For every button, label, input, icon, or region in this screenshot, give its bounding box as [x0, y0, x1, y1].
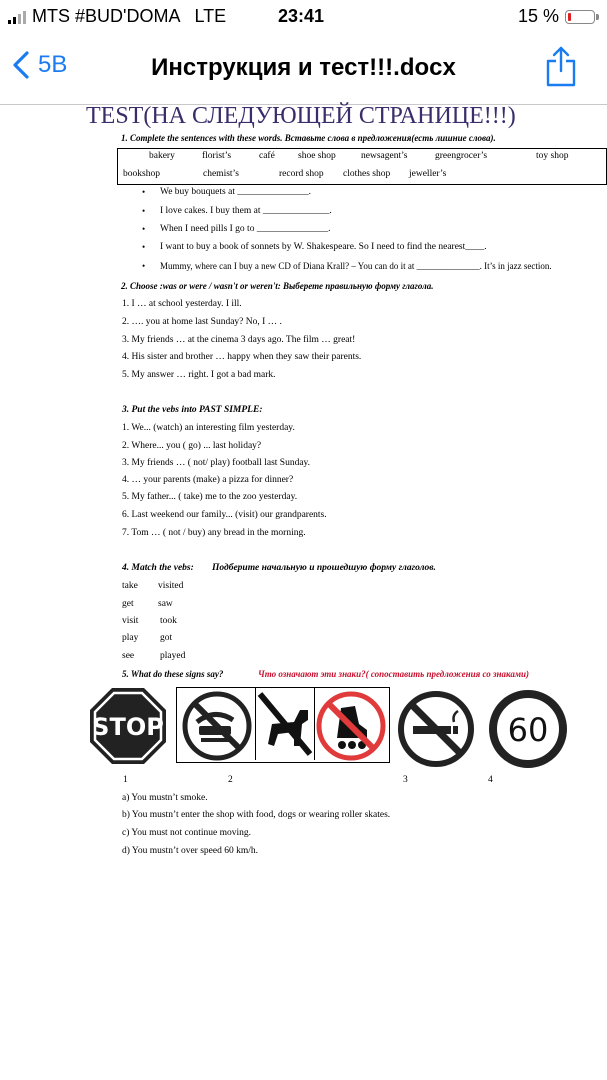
s3-item: 7. Tom … ( not / buy) any bread in the morning. — [122, 528, 306, 538]
verb-base: see — [122, 651, 135, 661]
s3-item: 6. Last weekend our family... (visit) our grandparents. — [122, 510, 327, 520]
navigation-bar — [0, 34, 607, 105]
word-box-item: clothes shop — [343, 169, 391, 179]
doc-heading: TEST(НА СЛЕДУЮЩЕЙ СТРАНИЦЕ!!!) — [86, 103, 516, 129]
s3-item: 4. … your parents (make) a pizza for dinner? — [122, 475, 294, 485]
section2-heading: 2. Choose :was or were / wasn't or weren't: Выберете правильную форму глагола. — [121, 281, 434, 291]
share-button[interactable] — [545, 44, 577, 93]
verb-past: saw — [158, 599, 173, 609]
bullet: • — [142, 224, 146, 234]
verb-past: took — [160, 616, 177, 626]
word-box-item: bakery — [149, 151, 175, 161]
sign-number: 1 — [123, 775, 128, 785]
s1-item: I love cakes. I buy them at ______________. — [160, 206, 332, 216]
section3-heading: 3. Put the vebs into PAST SIMPLE: — [122, 405, 263, 415]
verb-past: played — [160, 651, 186, 661]
word-box-item: café — [259, 151, 275, 161]
no-smoking-icon — [396, 689, 476, 769]
battery-percent: 15 % — [517, 6, 559, 26]
word-box-item: bookshop — [123, 169, 160, 179]
section4-heading: 4. Match the vebs: — [122, 563, 194, 573]
word-box-item: newsagent’s — [361, 151, 408, 161]
word-box-item: chemist’s — [203, 169, 239, 179]
verb-base: play — [122, 633, 139, 643]
s3-item: 3. My friends … ( not/ play) football last Sunday. — [122, 458, 311, 468]
battery-fill — [568, 13, 571, 21]
answer-option: b) You mustn’t enter the shop with food, dogs or wearing roller skates. — [122, 810, 391, 820]
sign-number: 3 — [403, 775, 408, 785]
s2-item: 1. I … at school yesterday. I ill. — [122, 299, 242, 309]
speed-limit-label: 60 — [507, 711, 549, 749]
word-box-item: florist’s — [202, 151, 232, 161]
status-time: 23:41 — [278, 6, 325, 26]
battery-icon — [565, 10, 595, 24]
s1-item: When I need pills I go to _______________. — [160, 224, 331, 234]
s2-item: 4. His sister and brother … happy when they saw their parents. — [122, 352, 362, 362]
verb-past: visited — [158, 581, 184, 591]
network-type: LTE — [194, 6, 227, 26]
back-label: 5B — [38, 51, 68, 78]
speed-limit-icon — [488, 689, 568, 769]
word-box-item: jeweller’s — [409, 169, 447, 179]
no-dogs-icon — [256, 688, 314, 760]
verb-base: take — [122, 581, 138, 591]
answer-option: a) You mustn’t smoke. — [122, 793, 208, 803]
signal-icon — [8, 10, 26, 24]
s2-item: 3. My friends … at the cinema 3 days ago. The film … great! — [122, 335, 356, 345]
word-box-item: greengrocer’s — [435, 151, 488, 161]
verb-past: got — [160, 633, 173, 643]
stop-sign-icon — [89, 687, 167, 765]
s3-item: 5. My father... ( take) me to the zoo yesterday. — [122, 492, 298, 502]
word-box-item: record shop — [279, 169, 324, 179]
no-roller-skates-icon — [315, 690, 387, 762]
word-box — [117, 148, 607, 185]
section1-heading: 1. Complete the sentences with these words. Вставьте слова в предложения(есть лишние слова). — [121, 133, 496, 143]
s2-item: 5. My answer … right. I got a bad mark. — [122, 370, 276, 380]
document-content — [0, 105, 607, 1080]
s2-item: 2. …. you at home last Sunday? No, I … . — [122, 317, 282, 327]
sign-number: 4 — [488, 775, 493, 785]
word-box-item: toy shop — [536, 151, 569, 161]
verb-base: get — [122, 599, 134, 609]
s1-item: We buy bouquets at _______________. — [160, 187, 311, 197]
bullet: • — [142, 261, 146, 271]
section4-heading-ru: Подберите начальную и прошедшую форму глаголов. — [212, 563, 436, 573]
sign-number: 2 — [228, 775, 233, 785]
document-title: Инструкция и тест!!!.docx — [151, 54, 456, 81]
bullet: • — [142, 242, 146, 252]
no-entry-signs-group — [176, 687, 390, 763]
carrier-name: MTS #BUD'DOMA — [32, 6, 181, 26]
bullet: • — [142, 187, 146, 197]
answer-option: c) You must not continue moving. — [122, 828, 252, 838]
word-box-item: shoe shop — [298, 151, 336, 161]
answer-option: d) You mustn’t over speed 60 km/h. — [122, 846, 258, 856]
s1-item: Mummy, where can I buy a new CD of Diana Krall? – You can do it at ______________. It’s in jazz section. — [160, 261, 552, 271]
section5-heading-ru: Что означают эти знаки?( сопоставить предложения со знаками) — [258, 669, 530, 679]
s3-item: 2. Where... you ( go) ... last holiday? — [122, 441, 262, 451]
s3-item: 1. We... (watch) an interesting film yesterday. — [122, 423, 295, 433]
status-bar — [0, 0, 607, 34]
s1-item: I want to buy a book of sonnets by W. Shakespeare. So I need to find the nearest____. — [160, 242, 487, 252]
no-dogs-sign — [255, 688, 315, 760]
bullet: • — [142, 206, 146, 216]
section5-heading: 5. What do these signs say? — [122, 669, 224, 679]
verb-base: visit — [122, 616, 139, 626]
share-icon — [545, 44, 577, 88]
stop-sign-label: STOP — [92, 713, 164, 741]
no-food-icon — [181, 690, 253, 762]
